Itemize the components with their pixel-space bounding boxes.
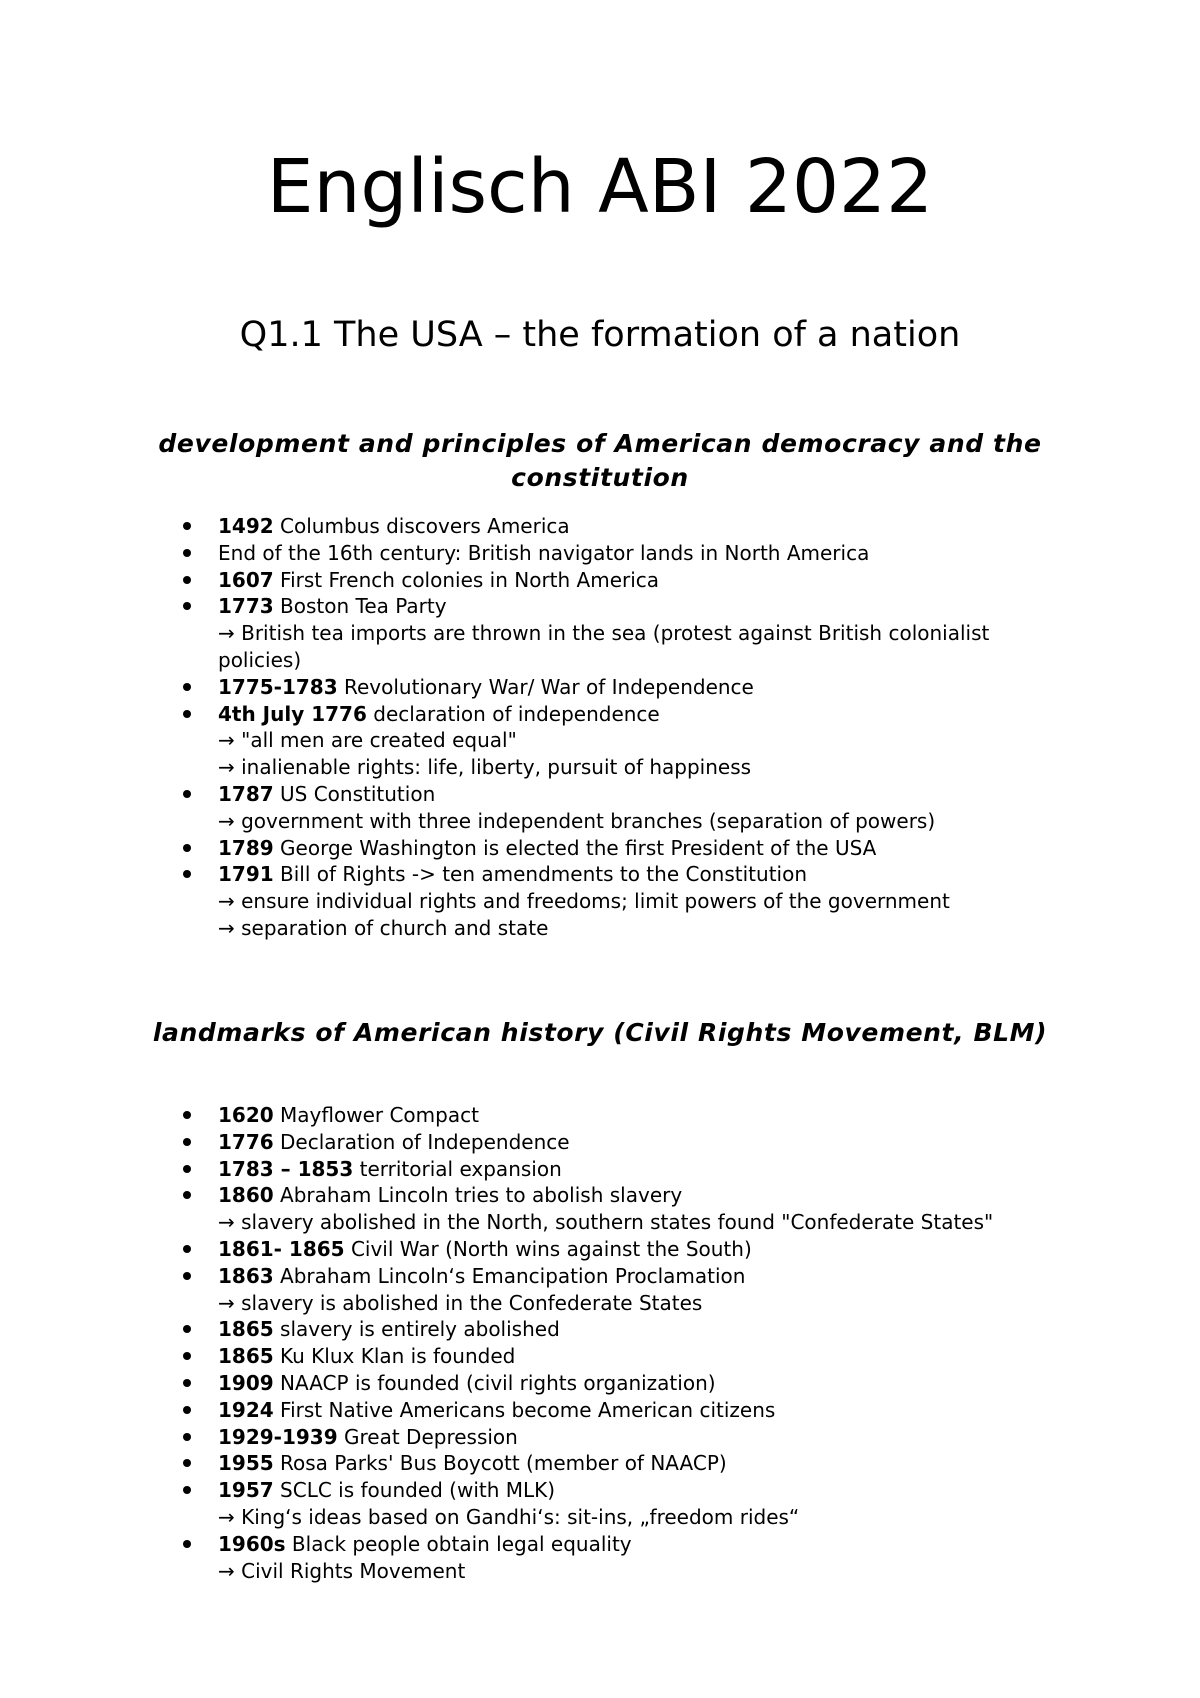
event-text: Boston Tea Party <box>273 594 447 619</box>
bullet-icon <box>183 1352 191 1360</box>
event-detail: → separation of church and state <box>218 915 549 940</box>
event-year: 1773 <box>218 594 274 619</box>
bullet-icon <box>183 522 191 530</box>
list-item <box>176 674 1076 701</box>
event-list-democracy <box>176 513 1076 942</box>
event-detail: → ensure individual rights and freedoms; limit powers of the government <box>218 889 950 914</box>
bullet-icon <box>183 790 191 798</box>
event-text: First French colonies in North America <box>273 567 660 592</box>
event-year: 1860 <box>218 1183 274 1208</box>
event-list-landmarks <box>176 1102 1076 1584</box>
list-item <box>176 861 1076 941</box>
event-text: Rosa Parks' Bus Boycott (member of NAACP) <box>273 1451 727 1476</box>
event-year: 1955 <box>218 1451 274 1476</box>
bullet-icon <box>183 1191 191 1199</box>
event-text: Ku Klux Klan is founded <box>273 1344 516 1369</box>
list-item <box>176 1316 1076 1343</box>
event-detail: → British tea imports are thrown in the sea (protest against British colonialist policies) <box>218 621 990 672</box>
event-year: 1909 <box>218 1370 274 1395</box>
event-year: 1865 <box>218 1344 274 1369</box>
event-text: territorial expansion <box>353 1156 562 1181</box>
bullet-icon <box>183 710 191 718</box>
event-text: declaration of independence <box>366 701 660 726</box>
event-text: Revolutionary War/ War of Independence <box>337 674 754 699</box>
event-year: 1620 <box>218 1103 274 1127</box>
bullet-icon <box>183 549 191 557</box>
event-text: Columbus discovers America <box>273 514 570 538</box>
list-item <box>176 701 1076 781</box>
list-item <box>176 1182 1076 1236</box>
event-text: Civil War (North wins against the South) <box>344 1236 752 1261</box>
list-item <box>176 835 1076 862</box>
event-detail: → "all men are created equal" <box>218 728 517 753</box>
list-item <box>176 567 1076 594</box>
event-year: 1957 <box>218 1478 274 1503</box>
event-year: 1783 – 1853 <box>218 1156 354 1181</box>
event-detail: → King‘s ideas based on Gandhi‘s: sit-ins, „freedom rides“ <box>218 1504 800 1529</box>
event-text: End of the 16th century: British navigator lands in North America <box>218 540 870 565</box>
event-year: 1791 <box>218 862 274 887</box>
event-text: Declaration of Independence <box>273 1129 570 1154</box>
bullet-icon <box>183 1245 191 1253</box>
bullet-icon <box>183 1165 191 1173</box>
event-detail: → slavery is abolished in the Confederate States <box>218 1290 703 1315</box>
bullet-icon <box>183 576 191 584</box>
list-item <box>176 513 1076 540</box>
event-detail: → slavery abolished in the North, southern states found "Confederate States" <box>218 1210 994 1235</box>
event-year: 1865 <box>218 1317 274 1342</box>
event-text: NAACP is founded (civil rights organization) <box>273 1370 716 1395</box>
list-item <box>176 781 1076 835</box>
event-detail: → inalienable rights: life, liberty, pursuit of happiness <box>218 755 752 780</box>
bullet-icon <box>183 1111 191 1119</box>
list-item <box>176 1129 1076 1156</box>
event-year: 1775-1783 <box>218 674 338 699</box>
list-item <box>176 1424 1076 1451</box>
list-item <box>176 1343 1076 1370</box>
bullet-icon <box>183 844 191 852</box>
event-year: 4th July 1776 <box>218 701 367 726</box>
event-text: George Washington is elected the first President of the USA <box>273 835 877 860</box>
event-year: 1863 <box>218 1263 274 1288</box>
list-item <box>176 593 1076 673</box>
event-text: slavery is entirely abolished <box>273 1317 560 1342</box>
event-detail: → government with three independent branches (separation of powers) <box>218 808 936 833</box>
list-item <box>176 1263 1076 1317</box>
bullet-icon <box>183 1272 191 1280</box>
event-text: Great Depression <box>337 1424 518 1449</box>
event-detail: → Civil Rights Movement <box>218 1558 466 1583</box>
event-year: 1776 <box>218 1129 274 1154</box>
event-year: 1607 <box>218 567 274 592</box>
document-subtitle: Q1.1 The USA – the formation of a nation <box>239 315 961 355</box>
bullet-icon <box>183 683 191 691</box>
event-text: SCLC is founded (with MLK) <box>273 1478 556 1503</box>
list-item <box>176 1236 1076 1263</box>
event-text: First Native Americans become American citizens <box>273 1397 776 1422</box>
event-text: Mayflower Compact <box>273 1103 479 1127</box>
list-item <box>176 540 1076 567</box>
event-year: 1787 <box>218 781 274 806</box>
list-item <box>176 1397 1076 1424</box>
list-item <box>176 1370 1076 1397</box>
bullet-icon <box>183 602 191 610</box>
list-item <box>176 1477 1076 1531</box>
list-item <box>176 1531 1076 1585</box>
bullet-icon <box>183 1138 191 1146</box>
bullet-icon <box>183 870 191 878</box>
event-text: Abraham Lincoln tries to abolish slavery <box>273 1183 683 1208</box>
bullet-icon <box>183 1459 191 1467</box>
event-year: 1492 <box>218 514 274 538</box>
section-heading-landmarks: landmarks of American history (Civil Rights Movement, BLM) <box>152 1018 1048 1047</box>
event-year: 1960s <box>218 1531 286 1556</box>
event-text: US Constitution <box>273 781 436 806</box>
event-year: 1861- 1865 <box>218 1236 345 1261</box>
section-heading-democracy: development and principles of American democracy and the constitution <box>158 429 1042 492</box>
event-text: Bill of Rights -> ten amendments to the Constitution <box>273 862 808 887</box>
list-item <box>176 1156 1076 1183</box>
bullet-icon <box>183 1540 191 1548</box>
list-item <box>176 1102 1076 1129</box>
bullet-icon <box>183 1486 191 1494</box>
bullet-icon <box>183 1433 191 1441</box>
bullet-icon <box>183 1325 191 1333</box>
document-title: Englisch ABI 2022 <box>266 144 934 230</box>
event-year: 1929-1939 <box>218 1424 338 1449</box>
event-text: Abraham Lincoln‘s Emancipation Proclamation <box>273 1263 746 1288</box>
list-item <box>176 1450 1076 1477</box>
event-year: 1789 <box>218 835 274 860</box>
bullet-icon <box>183 1406 191 1414</box>
bullet-icon <box>183 1379 191 1387</box>
event-text: Black people obtain legal equality <box>285 1531 632 1556</box>
event-year: 1924 <box>218 1397 274 1422</box>
